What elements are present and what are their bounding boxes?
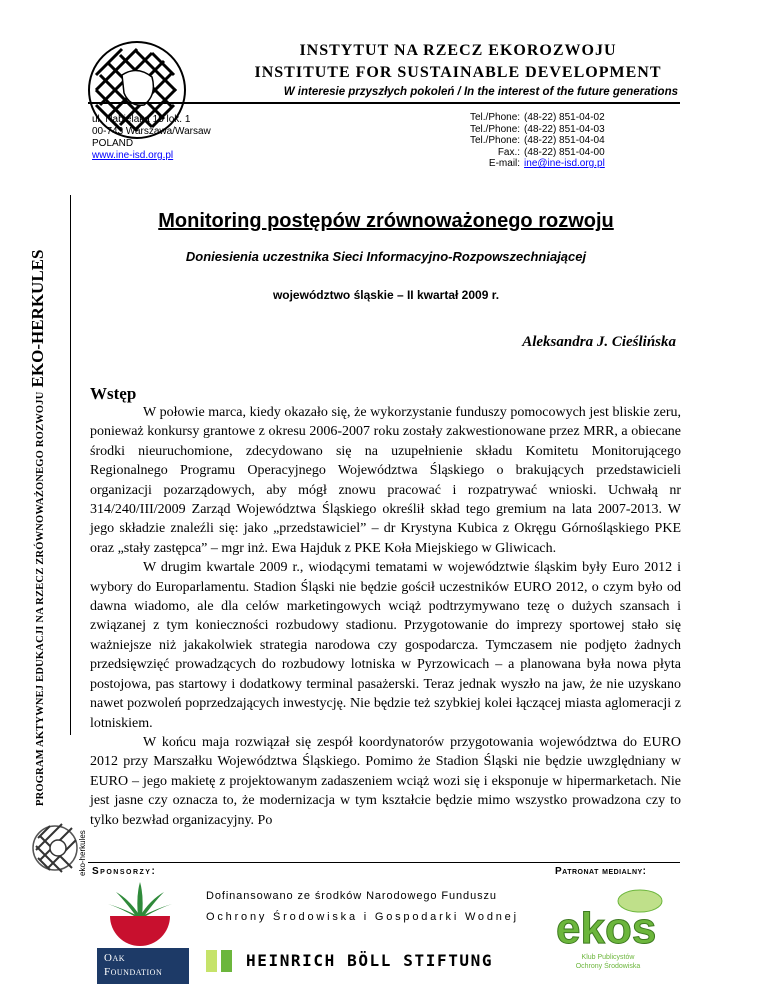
program-brand: EKO-HERKULES [28, 249, 47, 388]
boll-foundation-name: HEINRICH BÖLL STIFTUNG [246, 951, 494, 970]
contact-label: Tel./Phone: [470, 135, 521, 146]
contact-value: (48-22) 851-04-04 [524, 135, 605, 146]
paragraph: W drugim kwartale 2009 r., wiodącymi tematami w województwie śląskim były Euro 2012 i wybory do Europarlamentu. Stadion Śląski nie będzie gościł uczestników EURO 2012, o czym było od dawna wiadomo, ale dla celów marketingowych wciąż podtrzymywano tezę o dużych szansach i związanej z tym konieczności rozbudowy stadionu. Przygotowanie do imprezy sportowej stało się ważniejsze niż jakakolwiek strategia narodowa czy gospodarcza. Tymczasem nie podjęto żadnych przedsięwzięć prowadzących do rozbudowy lotniska w Pyrzowicach – a planowana była nowa płyta postojowa, pas startowy i dodatkowy terminal pasażerski. Teraz jednak wyszło na jaw, że nie uzyskano nawet pozwoleń poprzedzających inwestycję. Nie będzie też szybkiej kolei łączącej miasta aglomeracji z lotniskiem. [90, 560, 681, 731]
header-divider [88, 102, 680, 104]
body-text [90, 403, 681, 830]
funding-line-2: Ochrony Środowiska i Gospodarki Wodnej [206, 911, 519, 923]
contact-value: (48-22) 851-04-03 [524, 123, 605, 135]
oak-foundation-logo [97, 948, 189, 984]
address-line: 00-743 Warszawa/Warsaw [92, 126, 211, 137]
footer-divider [88, 862, 680, 863]
slogan: W interesie przyszłych pokoleń / In the interest of the future generations [283, 86, 678, 98]
funding-line-1: Dofinansowano ze środków Narodowego Funduszu [206, 890, 497, 902]
website-link[interactable]: www.ine-isd.org.pl [92, 150, 174, 161]
ekos-subtitle-1: Klub Publicystów [581, 954, 635, 961]
address-line: POLAND [92, 138, 134, 149]
contact-value: (48-22) 851-04-00 [524, 146, 605, 158]
eko-herkules-logo [30, 818, 90, 878]
contact-label: Tel./Phone: [470, 123, 521, 135]
document-subtitle: Doniesienia uczestnika Sieci Informacyjno-Rozpowszechniającej [185, 249, 587, 264]
institute-name-en: INSTITUTE FOR SUSTAINABLE DEVELOPMENT [254, 64, 662, 81]
program-name: PROGRAM AKTYWNEJ EDUKACJI NA RZECZ ZRÓWNOWAŻONEGO ROZWOJU [35, 391, 46, 806]
address-line: ul. Nabielaka 15 lok. 1 [92, 114, 191, 125]
nfosigw-logo [90, 878, 190, 946]
contact-label: Fax.: [497, 146, 521, 158]
sponsors-label: Sponsorzy: [92, 866, 157, 877]
side-program-banner [28, 196, 48, 806]
boll-logo-square-dark [221, 950, 232, 972]
media-patron-label: Patronat medialny: [555, 866, 647, 877]
contact-label: E-mail: [488, 158, 521, 169]
contact-block [470, 112, 605, 170]
institute-name-pl: INSTYTUT NA RZECZ EKOROZWOJU [299, 42, 617, 59]
author: Aleksandra J. Cieślińska [522, 334, 676, 350]
ekos-subtitle-2: Ochrony Środowiska [575, 963, 641, 970]
email-link[interactable]: ine@ine-isd.org.pl [524, 158, 605, 169]
boll-logo-square-light [206, 950, 217, 972]
address-block [92, 114, 211, 162]
oak-line-2: Foundation [104, 966, 163, 978]
contact-label: Tel./Phone: [470, 112, 521, 123]
region-period: województwo śląskie – II kwartał 2009 r. [272, 288, 500, 302]
side-divider [70, 195, 71, 735]
document-title: Monitoring postępów zrównoważonego rozwoju [158, 210, 614, 232]
eko-logo-text: eko-herkules [78, 830, 87, 876]
ekos-name: ekos [556, 904, 657, 953]
ekos-logo [548, 885, 670, 975]
paragraph: W końcu maja rozwiązał się zespół koordynatorów przygotowania województwa do EURO 2012 przy Marszałku Województwa Śląskiego. Pomimo że Stadion Śląski nie będzie uwzględniany w EURO – jego makietę z projektowanym zadaszeniem wciąż wozi się i eksponuje w hipermarketach. Nie jest jasne czy oznacza to, że modernizacja w tym kształcie będzie mimo wszystko prowadzona czy to tylko bezwład organizacyjny. Po [90, 734, 681, 828]
paragraph: W połowie marca, kiedy okazało się, że wykorzystanie funduszy pomocowych jest bliskie zeru, ponieważ konkursy grantowe z okresu 2006-2007 roku zostały zakwestionowane przez MRR, a obiecane środki nieuruchomione, zdecydowano się na uzupełnienie składu Komitetu Monitorującego Regionalnego Programu Operacyjnego Województwa Śląskiego o brakujących przedstawicieli organizacji pozarządowych, aby mógł znowu pracować i rozpatrywać wnioski. Uchwałą nr 314/240/III/2009 Zarząd Województwa Śląskiego określił skład tego gremium na lata 2007-2013. W jego składzie znaleźli się: jako „przedstawiciel” – dr Krystyna Kubica z Okręgu Górnośląskiego PKE oraz „stały zastępca” – mgr inż. Ewa Hajduk z PKE Koła Miejskiego w Gliwicach. [90, 405, 681, 556]
contact-value: (48-22) 851-04-02 [524, 112, 605, 123]
oak-line-1: Oak [104, 952, 125, 964]
section-heading: Wstęp [90, 384, 137, 403]
